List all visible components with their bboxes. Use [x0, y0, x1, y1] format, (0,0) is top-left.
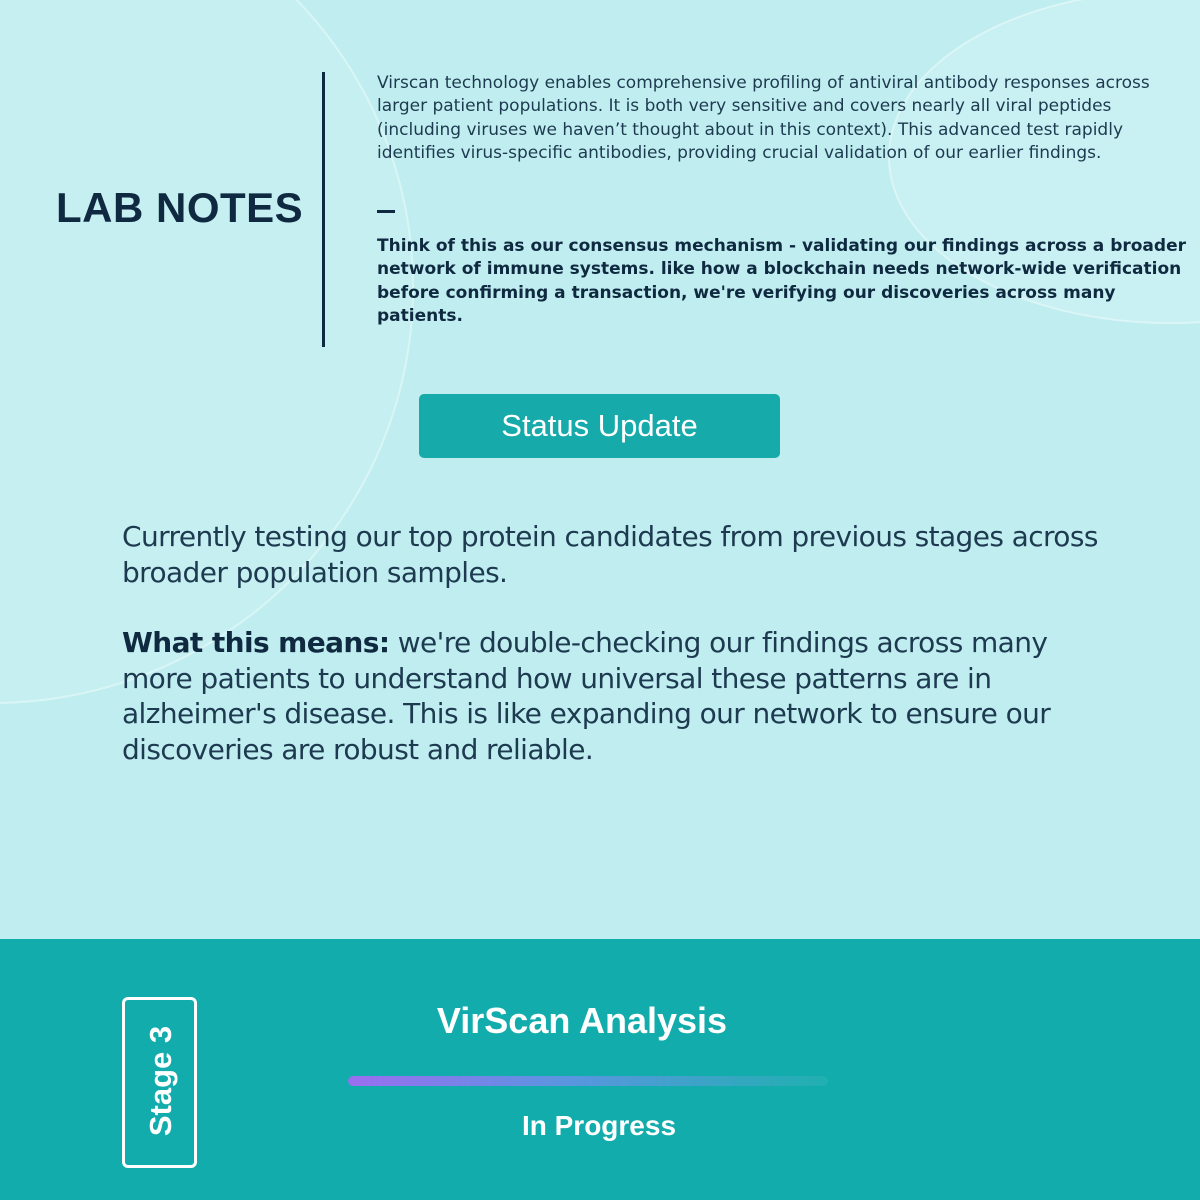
lab-notes-title: LAB NOTES [56, 184, 304, 231]
stage-label: Stage 3 [143, 1025, 178, 1137]
dash-separator [377, 210, 395, 213]
progress-status: In Progress [521, 1110, 677, 1141]
progress-fill [348, 1076, 828, 1086]
vertical-divider [322, 72, 325, 347]
background-circle-left [0, 0, 414, 704]
lab-notes-body: Virscan technology enables comprehensive profiling of antiviral antibody responses across larger patient populations. It is both very sensitive and covers nearly all viral peptides (including viruses we haven’t thought about in this context). This advanced test rapidly identifies virus-specific antibodies, providing crucial validation of our earlier findings. [377, 73, 1150, 163]
meaning-text: we're double-checking our findings across many more patients to understand how universal these patterns are in alzheimer's disease. This is like expanding our network to ensure our discoveries are robust and reliable. [122, 626, 1051, 766]
progress-bar [348, 1076, 828, 1086]
status-update-button[interactable]: Status Update [419, 394, 780, 458]
meaning-label: What this means: [122, 626, 390, 659]
lab-notes-emphasis: Think of this as our consensus mechanism - validating our findings across a broader network of immune systems. like how a blockchain needs network-wide verification before confirming a transaction, we're verifying our discoveries across many patients. [377, 236, 1186, 326]
meaning-paragraph [122, 625, 1112, 767]
stage-title: VirScan Analysis [436, 1000, 728, 1041]
status-paragraph: Currently testing our top protein candidates from previous stages across broader population samples. [122, 520, 1098, 589]
